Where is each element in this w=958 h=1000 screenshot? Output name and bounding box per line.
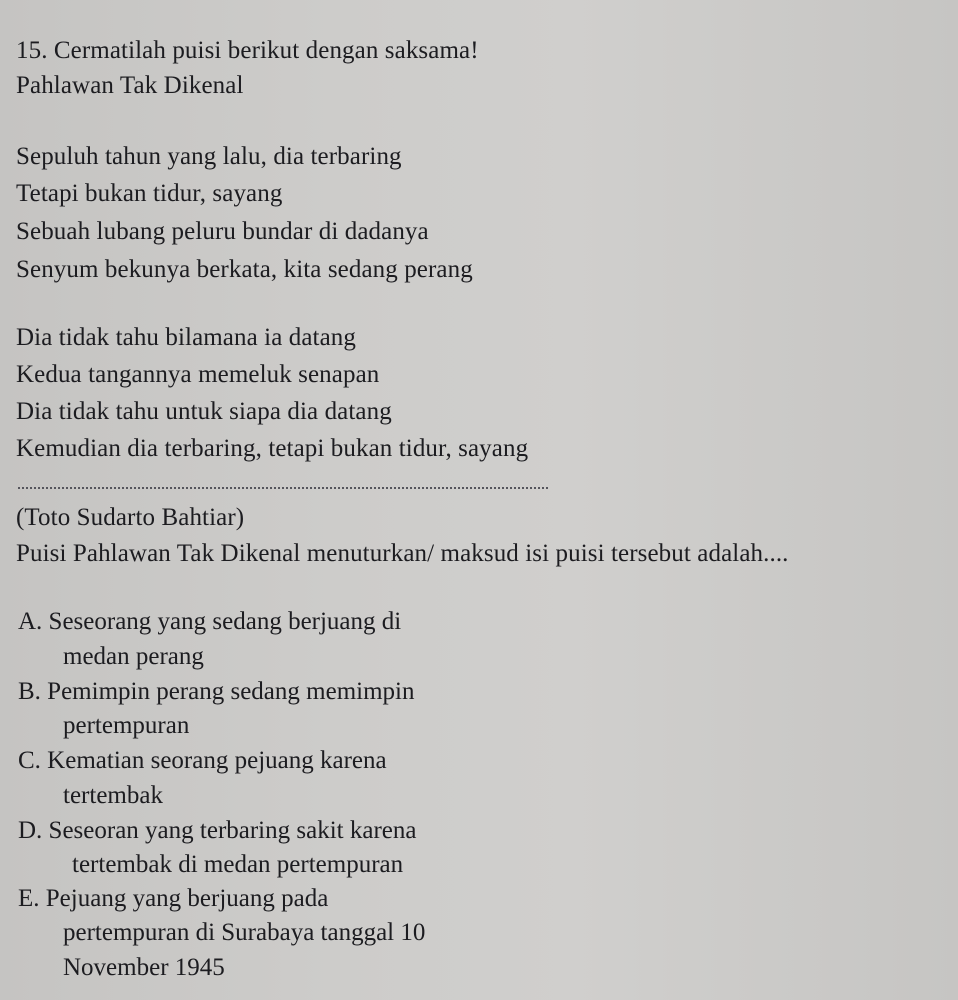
question-prompt: Puisi Pahlawan Tak Dikenal menuturkan/ maksud isi puisi tersebut adalah.... xyxy=(16,540,789,567)
poem-line: Tetapi bukan tidur, sayang xyxy=(16,180,283,207)
poem-line: Sepuluh tahun yang lalu, dia terbaring xyxy=(16,143,402,170)
poem-line: Senyum bekunya berkata, kita sedang perang xyxy=(16,256,473,283)
option-text: E. Pejuang yang berjuang pada xyxy=(18,885,329,912)
dotted-divider xyxy=(18,487,548,489)
poem-title: Pahlawan Tak Dikenal xyxy=(16,72,244,99)
option-text: medan perang xyxy=(63,643,204,670)
option-text: pertempuran xyxy=(63,712,190,739)
poem-line: Dia tidak tahu bilamana ia datang xyxy=(16,324,356,351)
option-text: A. Seseorang yang sedang berjuang di xyxy=(18,608,402,635)
option-text: D. Seseoran yang terbaring sakit karena xyxy=(18,817,417,844)
option-text: C. Kematian seorang pejuang karena xyxy=(18,747,387,774)
question-instruction: 15. Cermatilah puisi berikut dengan saksama! xyxy=(16,37,479,64)
poem-line: Sebuah lubang peluru bundar di dadanya xyxy=(16,218,429,245)
option-text: tertembak di medan pertempuran xyxy=(72,851,404,878)
poem-line: Dia tidak tahu untuk siapa dia datang xyxy=(16,398,392,425)
poem-author: (Toto Sudarto Bahtiar) xyxy=(16,504,245,531)
option-text: tertembak xyxy=(63,782,163,809)
option-text: pertempuran di Surabaya tanggal 10 xyxy=(63,919,426,946)
poem-line: Kemudian dia terbaring, tetapi bukan tidur, sayang xyxy=(16,435,529,462)
option-text: November 1945 xyxy=(63,954,225,981)
poem-line: Kedua tangannya memeluk senapan xyxy=(16,361,380,388)
option-text: B. Pemimpin perang sedang memimpin xyxy=(18,678,415,705)
